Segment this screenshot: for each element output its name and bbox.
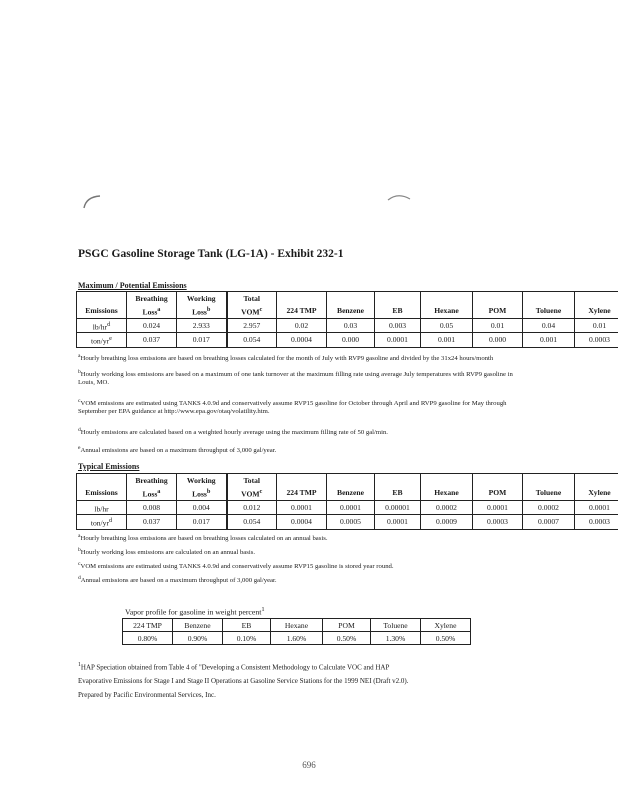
footnote-cont: September per EPA guidance at http://www.epa.gov/otaq/volatility.htm.: [78, 408, 270, 416]
max-header-row-bottom: [77, 304, 618, 318]
max-footnotes: [78, 352, 513, 456]
table-cell: 0.0002: [523, 500, 575, 515]
table-cell: 0.05: [421, 318, 473, 333]
table-cell: 0.012: [227, 500, 277, 515]
table-cell: 0.01: [473, 318, 523, 333]
vapor-profile-table: [122, 618, 471, 645]
row-label: ton/$yr^d$: [77, 515, 127, 530]
table-row: [77, 318, 618, 333]
table-cell: 0.001: [523, 333, 575, 348]
table-cell: 0.0003: [575, 515, 618, 530]
table-row: [77, 515, 618, 530]
table-cell: 0.0001: [375, 515, 421, 530]
max-col-pom: POM: [473, 304, 523, 318]
typ-header-working: Working: [177, 474, 227, 487]
footnote: $^a$Hourly breathing loss emissions are based on breathing losses calculated on an annual basis.: [78, 533, 328, 543]
typ-col-breathing-loss: Loss$^a$: [127, 486, 177, 500]
footnote: $^a$Hourly breathing loss emissions are based on breathing losses calculated for the month of July with RVP9 gasoline and divided by the 31x24 hours/month: [78, 353, 494, 363]
vapor-col-hexane: Hexane: [271, 619, 323, 632]
max-emissions-table: [76, 291, 618, 348]
typ-header-row-bottom: [77, 486, 618, 500]
table-cell: 0.003: [375, 318, 421, 333]
vapor-col-224tmp: 224 TMP: [123, 619, 173, 632]
max-col-hexane: Hexane: [421, 304, 473, 318]
max-header-total: Total: [227, 292, 277, 305]
table-cell: 0.001: [421, 333, 473, 348]
table-cell: 0.02: [277, 318, 327, 333]
typ-col-eb: EB: [375, 486, 421, 500]
table-cell: 0.0001: [375, 333, 421, 348]
table-cell: 0.01: [575, 318, 618, 333]
table-cell: 0.0004: [277, 515, 327, 530]
table-cell: 0.04: [523, 318, 575, 333]
table-cell: 0.0002: [421, 500, 473, 515]
footnote: $^d$Annual emissions are based on a maximum throughput of 3,000 gal/year.: [78, 575, 277, 585]
table-cell: 0.00001: [375, 500, 421, 515]
table-cell: 0.008: [127, 500, 177, 515]
vapor-col-eb: EB: [223, 619, 271, 632]
table-cell: 0.0009: [421, 515, 473, 530]
typical-emissions-heading: Typical Emissions: [78, 462, 140, 471]
table-cell: 0.0003: [473, 515, 523, 530]
table-cell: 0.000: [473, 333, 523, 348]
vapor-col-benzene: Benzene: [173, 619, 223, 632]
typ-col-224tmp: 224 TMP: [277, 486, 327, 500]
max-col-xylene: Xylene: [575, 304, 618, 318]
typ-col-emissions: Emissions: [77, 486, 127, 500]
row-label: ton/$yr^e$: [77, 333, 127, 348]
footnote: $^c$VOM emissions are estimated using TANKS 4.0.9d and conservatively assume RVP15 gasoline for October through April and RVP9 gasoline for May through: [78, 398, 507, 408]
table-row: [123, 632, 471, 645]
max-col-toluene: Toluene: [523, 304, 575, 318]
footnote: $^b$Hourly working loss emissions are calculated on an annual basis.: [78, 547, 256, 557]
typ-col-total-vom: VOM$^c$: [227, 486, 277, 500]
table-cell: 0.10%: [223, 632, 271, 645]
vapor-header-row: [123, 619, 471, 632]
table-cell: 0.0001: [327, 500, 375, 515]
vapor-col-toluene: Toluene: [371, 619, 421, 632]
footnote-cont: Evaporative Emissions for Stage I and Stage II Operations at Gasoline Service Stations for the 1999 NEI (Draft v2.0).: [78, 677, 409, 686]
max-header-working: Working: [177, 292, 227, 305]
table-cell: 2.957: [227, 318, 277, 333]
footnote: $^b$Hourly working loss emissions are based on a maximum of one tank turnover at the maximum filling rate using average July temperatures with RVP9 gasoline in: [78, 369, 513, 379]
table-cell: 0.0001: [575, 500, 618, 515]
table-cell: 0.0004: [277, 333, 327, 348]
typ-header-breathing: Breathing: [127, 474, 177, 487]
max-header-breathing: Breathing: [127, 292, 177, 305]
page-title: PSGC Gasoline Storage Tank (LG-1A) - Exhibit 232-1: [78, 248, 344, 260]
typical-emissions-table: [76, 473, 618, 530]
vapor-col-pom: POM: [323, 619, 371, 632]
max-col-emissions: Emissions: [77, 304, 127, 318]
max-col-224tmp: 224 TMP: [277, 304, 327, 318]
max-col-total-vom: VOM$^c$: [227, 304, 277, 318]
typ-col-pom: POM: [473, 486, 523, 500]
table-cell: 0.017: [177, 333, 227, 348]
typ-col-working-loss: Loss$^b$: [177, 486, 227, 500]
row-label: $lb/hr^d$: [77, 318, 127, 333]
table-cell: 0.0001: [277, 500, 327, 515]
source-footnote: [78, 658, 408, 702]
row-label: lb/hr: [77, 500, 127, 515]
max-header-row-top: [77, 292, 618, 305]
table-cell: 0.90%: [173, 632, 223, 645]
table-row: [77, 333, 618, 348]
max-col-breathing-loss: Loss$^a$: [127, 304, 177, 318]
table-cell: 1.30%: [371, 632, 421, 645]
table-cell: 0.054: [227, 333, 277, 348]
footnote: $^e$Annual emissions are based on a maximum throughput of 3,000 gal/year.: [78, 445, 277, 455]
typical-footnotes: [78, 532, 394, 588]
table-cell: 1.60%: [271, 632, 323, 645]
table-cell: 2.933: [177, 318, 227, 333]
footnote: $^d$Hourly emissions are calculated based on a weighted hourly average using the maximum filling rate of 50 gal/min.: [78, 427, 388, 437]
table-cell: 0.50%: [323, 632, 371, 645]
footnote: $^1$HAP Speciation obtained from Table 4 of "Developing a Consistent Methodology to Calculate VOC and HAP: [78, 662, 390, 672]
typ-header-total: Total: [227, 474, 277, 487]
table-cell: 0.0005: [327, 515, 375, 530]
table-row: [77, 500, 618, 515]
table-cell: 0.03: [327, 318, 375, 333]
page-number: 696: [302, 760, 316, 770]
punch-mark-left: [82, 194, 102, 210]
vapor-profile-caption: Vapor profile for gasoline in weight percent$^1$: [125, 606, 265, 617]
footnote-cont: Prepared by Pacific Environmental Services, Inc.: [78, 691, 216, 700]
typ-col-hexane: Hexane: [421, 486, 473, 500]
table-cell: 0.0007: [523, 515, 575, 530]
table-cell: 0.004: [177, 500, 227, 515]
typ-col-xylene: Xylene: [575, 486, 618, 500]
max-col-benzene: Benzene: [327, 304, 375, 318]
max-col-working-loss: Loss$^b$: [177, 304, 227, 318]
table-cell: 0.80%: [123, 632, 173, 645]
max-col-eb: EB: [375, 304, 421, 318]
footnote-cont: Louis, MO.: [78, 379, 110, 387]
typ-col-benzene: Benzene: [327, 486, 375, 500]
table-cell: 0.024: [127, 318, 177, 333]
punch-mark-right: [386, 192, 412, 202]
table-cell: 0.000: [327, 333, 375, 348]
vapor-col-xylene: Xylene: [421, 619, 471, 632]
table-cell: 0.50%: [421, 632, 471, 645]
typ-col-toluene: Toluene: [523, 486, 575, 500]
footnote: $^c$VOM emissions are estimated using TANKS 4.0.9d and conservatively assume RVP15 gasoline is stored year round.: [78, 561, 394, 571]
typ-header-row-top: [77, 474, 618, 487]
table-cell: 0.017: [177, 515, 227, 530]
table-cell: 0.054: [227, 515, 277, 530]
table-cell: 0.0003: [575, 333, 618, 348]
table-cell: 0.0001: [473, 500, 523, 515]
table-cell: 0.037: [127, 515, 177, 530]
table-cell: 0.037: [127, 333, 177, 348]
max-emissions-heading: Maximum / Potential Emissions: [78, 281, 187, 290]
